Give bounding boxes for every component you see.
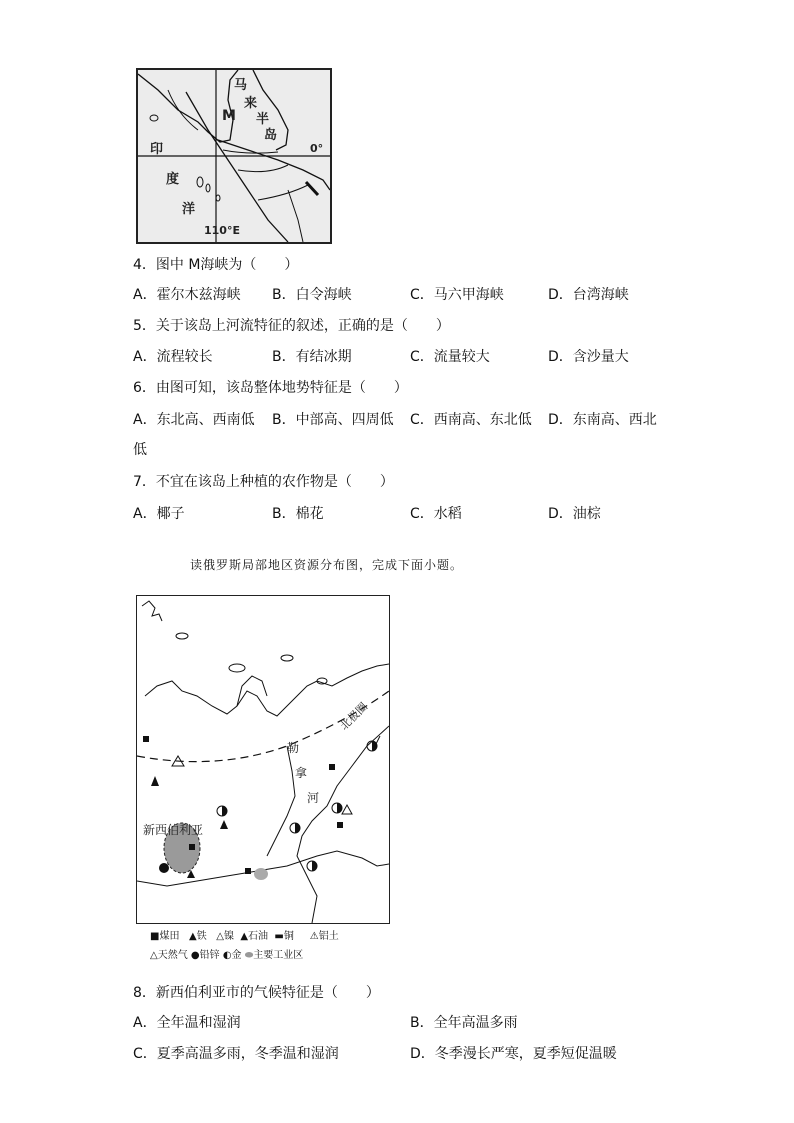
label-le: 勒: [287, 741, 300, 755]
legend-coal: 煤田: [159, 931, 180, 942]
map2-drawing: [137, 596, 389, 923]
label-he: 河: [307, 791, 320, 805]
industrial-zone: [254, 868, 268, 880]
gold-symbol-fill: [295, 823, 300, 833]
legend-copper: 铜: [283, 931, 294, 942]
island: [206, 184, 210, 192]
map-malay-peninsula: [136, 68, 332, 244]
gold-symbol-fill: [222, 806, 227, 816]
coal-icon: ■: [150, 931, 160, 942]
peninsula-coast-west: [138, 70, 238, 142]
label-longitude: 110°E: [204, 224, 240, 237]
label-ma: 马: [234, 78, 248, 93]
legend-bauxite: 铝土: [318, 931, 339, 942]
bauxite-symbol: [342, 805, 352, 814]
legend-oil: 石油: [248, 931, 269, 942]
industrial-zone-icon: ⬬: [244, 950, 254, 961]
legend-lead-zinc: 铅锌: [199, 950, 220, 961]
island: [216, 195, 220, 201]
iron-symbol: [220, 820, 228, 829]
map-russia-resources: [136, 595, 390, 924]
legend-industrial-zone: 主要工业区: [253, 950, 304, 961]
oil-icon: ▲: [240, 931, 249, 942]
river: [238, 165, 288, 172]
q8-option-c: C．夏季高温多雨，冬季温和湿润: [133, 1046, 339, 1062]
river: [288, 190, 303, 242]
q4-option-d: D．台湾海峡: [548, 287, 629, 303]
label-novosibirsk: 新西伯利亚: [143, 823, 204, 837]
island-arctic: [142, 601, 162, 621]
gold-symbol-fill: [312, 861, 317, 871]
label-du: 度: [166, 172, 180, 187]
coastline-taymyr: [237, 676, 267, 706]
q8-option-a: A．全年温和湿润: [133, 1015, 241, 1031]
coal-symbol: [337, 822, 343, 828]
question-7-stem: 7．不宜在该岛上种植的农作物是（ ）: [133, 474, 394, 490]
legend-row-2: [150, 949, 303, 963]
river: [168, 90, 198, 130]
q5-option-b: B．有结冰期: [272, 349, 352, 365]
q8-option-d: D．冬季漫长严寒，夏季短促温暖: [410, 1046, 617, 1062]
lead-zinc-symbol: [159, 863, 169, 873]
legend-natural-gas: 天然气: [157, 950, 188, 961]
label-yin: 印: [150, 142, 164, 157]
gold-symbol-fill: [337, 803, 342, 813]
section-intro: 读俄罗斯局部地区资源分布图，完成下面小题。: [190, 558, 464, 572]
label-arctic-circle: 北极圈: [337, 700, 371, 733]
iron-icon: ▲: [189, 931, 197, 942]
q6-option-d-wrap: 低: [133, 442, 147, 458]
q5-option-c: C．流量较大: [410, 349, 490, 365]
natural-gas-icon: △: [150, 950, 158, 961]
q7-option-d: D．油棕: [548, 506, 601, 522]
map1-drawing: [138, 70, 330, 242]
legend-iron: 铁: [196, 931, 207, 942]
legend-nickel: 镍: [223, 931, 234, 942]
oil-symbol: [151, 776, 159, 786]
legend-row-1: [150, 930, 339, 944]
river: [258, 185, 308, 200]
island-arctic: [176, 633, 188, 639]
river-mouth: [306, 182, 318, 195]
island: [150, 115, 158, 121]
label-equator: 0°: [310, 142, 324, 155]
q8-option-b: B．全年高温多雨: [410, 1015, 518, 1031]
coal-symbol: [329, 764, 335, 770]
q4-option-b: B．白令海峡: [272, 287, 352, 303]
copper-icon: ▬: [274, 931, 284, 942]
island-arctic: [229, 664, 245, 672]
question-6-stem: 6．由图可知，该岛整体地势特征是（ ）: [133, 380, 408, 396]
nickel-icon: △: [216, 931, 224, 942]
lena-river: [267, 746, 295, 856]
q4-option-c: C．马六甲海峡: [410, 287, 504, 303]
label-ban: 半: [256, 112, 270, 127]
q6-option-d: D．东南高、西北: [548, 412, 657, 428]
q7-option-b: B．棉花: [272, 506, 324, 522]
q7-option-c: C．水稻: [410, 506, 462, 522]
coal-symbol: [189, 844, 195, 850]
question-4-stem: 4．图中 M海峡为（ ）: [133, 257, 299, 273]
q5-option-a: A．流程较长: [133, 349, 213, 365]
question-8-stem: 8．新西伯利亚市的气候特征是（ ）: [133, 985, 380, 1001]
q6-option-a: A．东北高、西南低: [133, 412, 255, 428]
island-arctic: [281, 655, 293, 661]
lead-zinc-icon: ●: [190, 950, 200, 961]
coal-symbol: [143, 736, 149, 742]
label-yang: 洋: [182, 202, 196, 217]
label-strait-m: M: [222, 108, 236, 124]
label-lai: 来: [244, 96, 258, 111]
bauxite-icon: ⚠: [309, 931, 319, 942]
label-dao: 岛: [264, 128, 278, 143]
q6-option-c: C．西南高、东北低: [410, 412, 532, 428]
q6-option-b: B．中部高、四周低: [272, 412, 394, 428]
label-na: 拿: [295, 766, 308, 780]
legend-gold: 金: [231, 950, 242, 961]
island: [197, 177, 203, 187]
q5-option-d: D．含沙量大: [548, 349, 629, 365]
q4-option-a: A．霍尔木兹海峡: [133, 287, 241, 303]
sumatra-coast-west: [186, 92, 288, 242]
coal-symbol: [245, 868, 251, 874]
q7-option-a: A．椰子: [133, 506, 185, 522]
gold-icon: ◐: [222, 950, 232, 961]
question-5-stem: 5．关于该岛上河流特征的叙述，正确的是（ ）: [133, 318, 450, 334]
